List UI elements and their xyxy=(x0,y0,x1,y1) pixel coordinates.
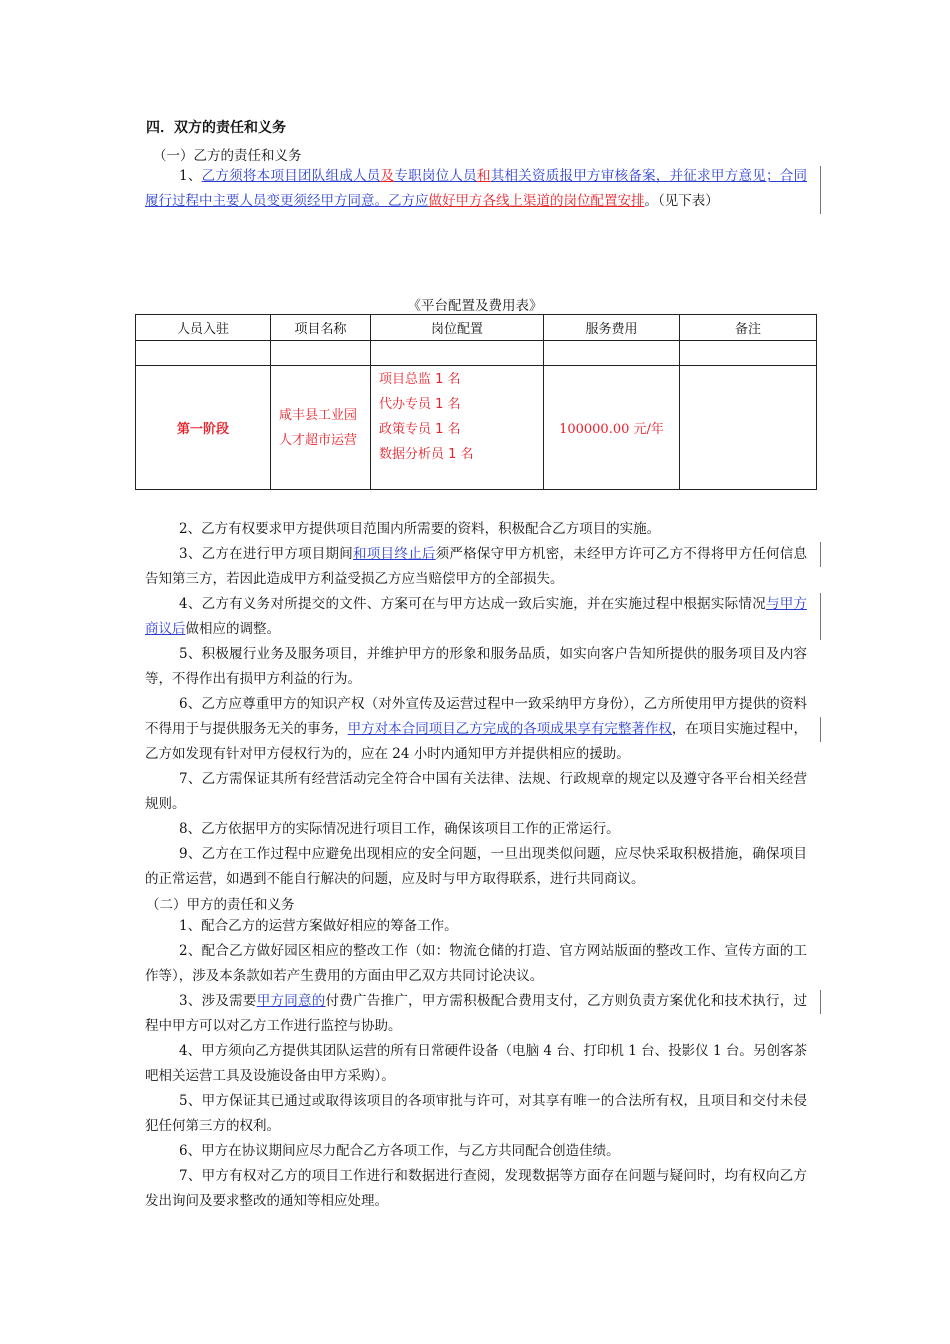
table-caption: 《平台配置及费用表》 xyxy=(407,298,543,314)
header-fee: 服务费用 xyxy=(544,315,680,341)
clause-a6: 6、甲方在协议期间应尽力配合乙方各项工作，与乙方共同配合创造佳绩。 xyxy=(179,1143,620,1159)
tracked-insert-3: 专职岗位人员 xyxy=(394,168,477,184)
clause-a3 xyxy=(145,989,807,1039)
clause-b1-prefix: 1、 xyxy=(179,168,202,184)
change-bar xyxy=(820,717,821,742)
tracked-insert-4: 和 xyxy=(476,168,491,184)
clause-a3-text-a: 3、涉及需要 xyxy=(179,993,257,1009)
table-cell xyxy=(271,341,371,366)
tracked-insert: 和项目终止后 xyxy=(353,546,436,562)
clause-b4 xyxy=(145,592,807,642)
header-positions: 岗位配置 xyxy=(371,315,544,341)
clause-b4-text-a: 4、乙方有义务对所提交的文件、方案可在与甲方达成一致后实施，并在实施过程中根据实际情况 xyxy=(179,596,766,612)
clause-b4-text-b: 做相应的调整。 xyxy=(185,621,280,637)
clause-a4: 4、甲方须向乙方提供其团队运营的所有日常硬件设备（电脑 4 台、打印机 1 台、投影仪 1 台。另创客茶吧相关运营工具及设施设备由甲方采购）。 xyxy=(145,1043,807,1084)
positions-cell xyxy=(371,366,544,490)
clause-a7: 7、甲方有权对乙方的项目工作进行和数据进行查阅，发现数据等方面存在问题与疑问时，均有权向乙方发出询问及要求整改的通知等相应处理。 xyxy=(145,1168,807,1209)
table-cell xyxy=(544,341,680,366)
clause-b8: 8、乙方依据甲方的实际情况进行项目工作，确保该项目工作的正常运行。 xyxy=(179,821,620,837)
tracked-insert: 甲方对本合同项目乙方完成的各项成果享有完整著作权 xyxy=(347,721,672,737)
clause-b5: 5、积极履行业务及服务项目，并维护甲方的形象和服务品质，如实向客户告知所提供的服务项目及内容等，不得作出有损甲方利益的行为。 xyxy=(145,646,807,687)
clause-b3 xyxy=(145,542,807,592)
clause-b3-text-b: 须严格保守甲方机密，未经甲方许可乙方不得将甲方任何信息告知第三方，若因此造成甲方利益受损乙方应当赔偿甲方的全部损失。 xyxy=(145,546,808,587)
tracked-insert-2: 及 xyxy=(380,168,395,184)
fee-cell: 100000.00 元/年 xyxy=(544,366,680,490)
clause-b7: 7、乙方需保证其所有经营活动完全符合中国有关法律、法规、行政规章的规定以及遵守各平台相关经营规则。 xyxy=(145,771,807,812)
clause-b6-text-b: ，在项目实施过程中，乙方如发现有针对甲方侵权行为的，应在 24 小时内通知甲方并提供相应的援助。 xyxy=(145,721,808,762)
fee-table xyxy=(135,314,817,490)
tracked-insert: 与甲方商议后 xyxy=(145,596,807,637)
clause-a2: 2、配合乙方做好园区相应的整改工作（如：物流仓储的打造、官方网站版面的整改工作、宣传方面的工作等），涉及本条款如若产生费用的方面由甲乙双方共同讨论决议。 xyxy=(145,943,807,984)
tracked-insert: 甲方同意的 xyxy=(256,993,326,1009)
clause-b1 xyxy=(145,164,807,214)
clause-b3-text-a: 3、乙方在进行甲方项目期间 xyxy=(179,546,354,562)
table-cell xyxy=(371,341,544,366)
stage-cell: 第一阶段 xyxy=(136,366,271,490)
change-bar xyxy=(820,990,821,1014)
clause-b9: 9、乙方在工作过程中应避免出现相应的安全问题，一旦出现类似问题，应尽快采取积极措施，确保项目的正常运营，如遇到不能自行解决的问题，应及时与甲方取得联系，进行共同商议。 xyxy=(145,846,807,887)
note-cell xyxy=(680,366,817,490)
header-project: 项目名称 xyxy=(271,315,371,341)
clause-a5: 5、甲方保证其已通过或取得该项目的各项审批与许可，对其享有唯一的合法所有权，且项目和交付未侵犯任何第三方的权利。 xyxy=(145,1093,807,1134)
project-line-2: 人才超市运营 xyxy=(279,432,358,448)
clause-b2: 2、乙方有权要求甲方提供项目范围内所需要的资料，积极配合乙方项目的实施。 xyxy=(179,521,661,537)
table-cell xyxy=(136,341,271,366)
position-item: 数据分析员 1 名 xyxy=(379,447,474,462)
clause-b1-suffix: 。（见下表） xyxy=(644,193,719,209)
clause-b6-text-a: 6、乙方应尊重甲方的知识产权（对外宣传及运营过程中一致采纳甲方身份），乙方所使用甲方提供的资料不得用于与提供服务无关的事务， xyxy=(145,696,807,737)
project-line-1: 咸丰县工业园 xyxy=(279,407,358,423)
party-b-heading: （一）乙方的责任和义务 xyxy=(153,148,302,164)
section-title: 四．双方的责任和义务 xyxy=(146,120,286,136)
position-item: 项目总监 1 名 xyxy=(379,372,461,387)
header-personnel: 人员入驻 xyxy=(136,315,271,341)
tracked-insert-6: 做好甲方各线上渠道的岗位配置安排 xyxy=(428,193,645,209)
tracked-insert-1: 乙方须将本项目团队组成人员 xyxy=(201,168,381,184)
party-a-heading: （二）甲方的责任和义务 xyxy=(146,897,295,913)
clause-a3-text-b: 付费广告推广，甲方需积极配合费用支付，乙方则负责方案优化和技术执行，过程中甲方可以对乙方工作进行监控与协助。 xyxy=(145,993,808,1034)
table-row xyxy=(136,366,817,490)
tracked-insert-5: 其相关资质报甲方审核备案，并征求甲方意见；合同履行过程中主要人员变更须经甲方同意。乙方应 xyxy=(145,168,808,209)
change-bar xyxy=(820,166,821,214)
project-cell xyxy=(271,366,371,490)
header-note: 备注 xyxy=(680,315,817,341)
clause-a1: 1、配合乙方的运营方案做好相应的筹备工作。 xyxy=(179,918,458,934)
change-bar xyxy=(820,593,821,640)
position-item: 代办专员 1 名 xyxy=(379,397,461,412)
clause-b6 xyxy=(145,692,807,767)
change-bar xyxy=(820,542,821,567)
table-row-empty xyxy=(136,341,817,366)
table-cell xyxy=(680,341,817,366)
position-item: 政策专员 1 名 xyxy=(379,422,461,437)
